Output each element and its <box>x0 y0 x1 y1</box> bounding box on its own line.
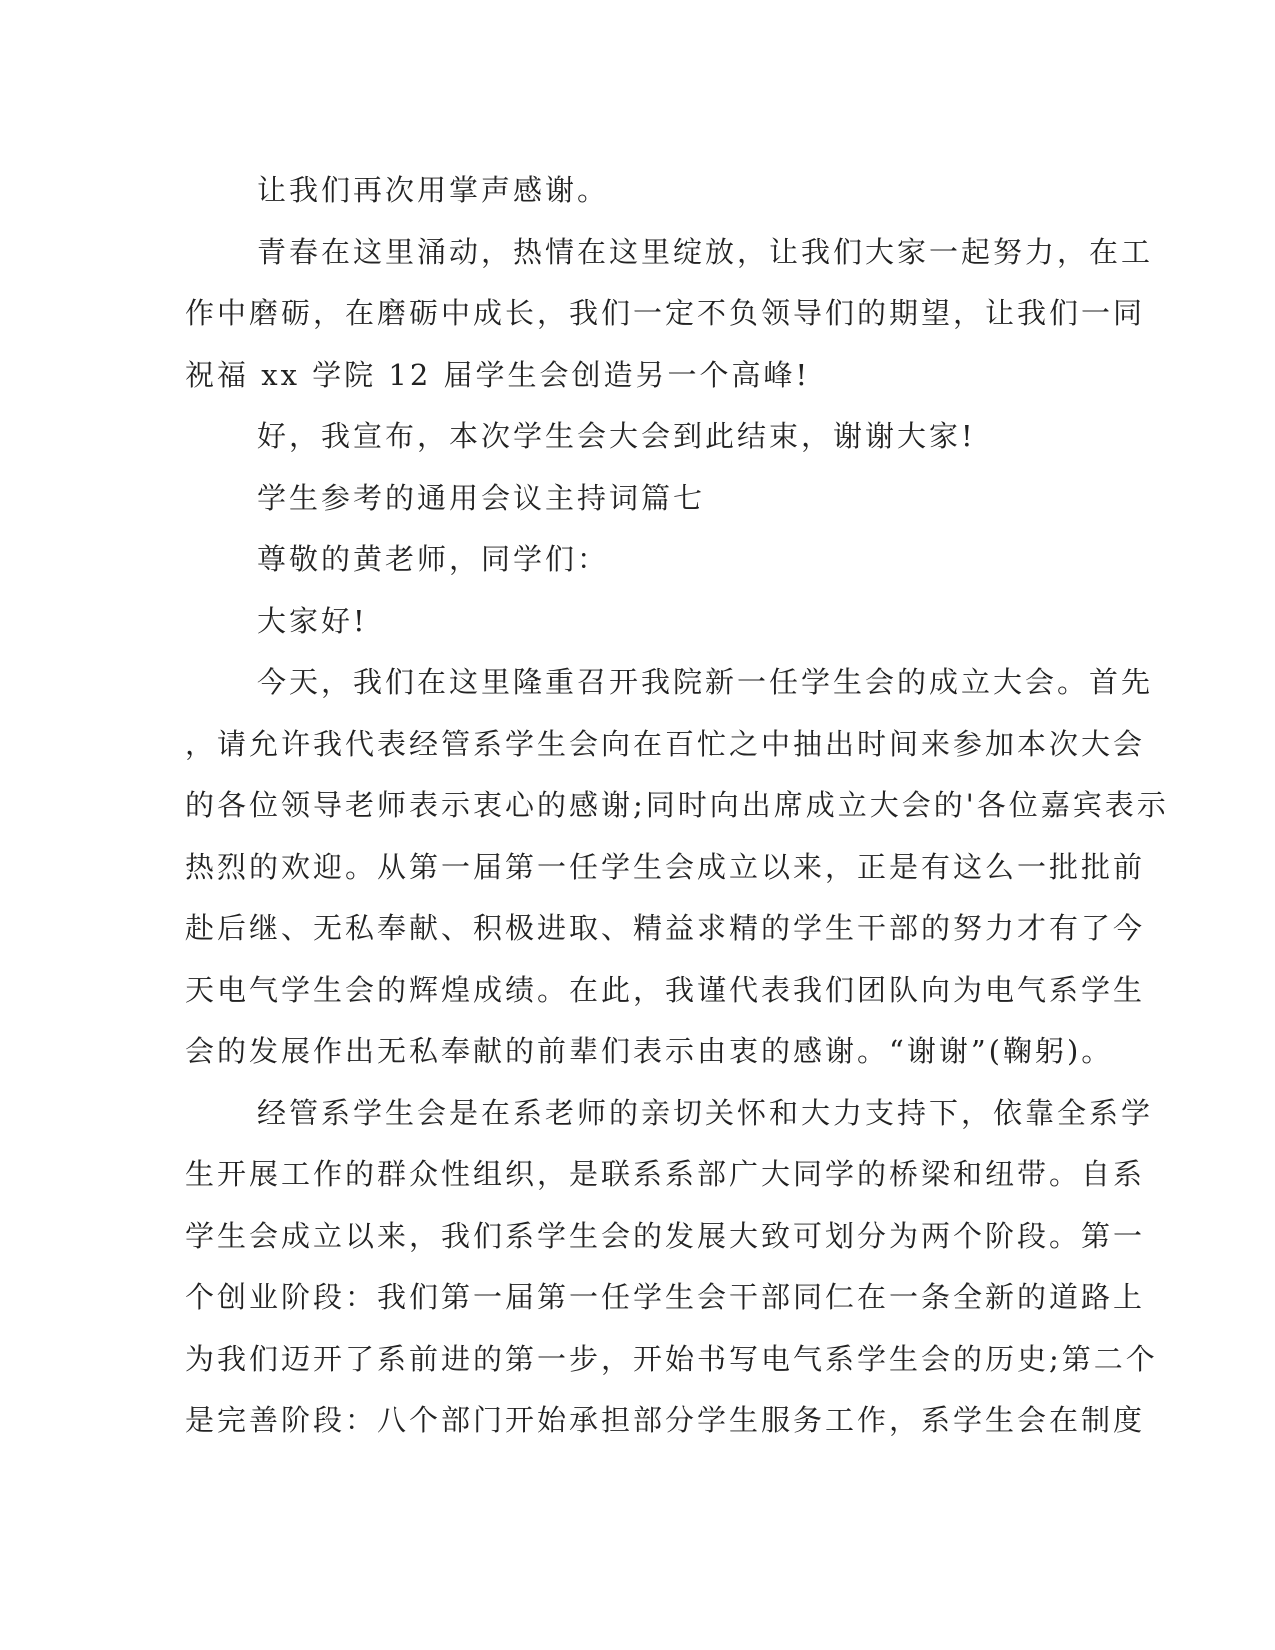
document-body <box>185 160 1169 1452</box>
text-line: 个创业阶段：我们第一届第一任学生会干部同仁在一条全新的道路上 <box>185 1280 1146 1314</box>
text-line: 天电气学生会的辉煌成绩。在此，我谨代表我们团队向为电气系学生 <box>185 972 1146 1007</box>
text-line: 让我们再次用掌声感谢。 <box>257 173 610 207</box>
text-line: 为我们迈开了系前进的第一步，开始书写电气系学生会的历史;第二个 <box>185 1341 1158 1376</box>
section-heading: 学生参考的通用会议主持词篇七 <box>257 480 706 515</box>
text-line: 生开展工作的群众性组织，是联系系部广大同学的桥梁和纽带。自系 <box>185 1157 1146 1191</box>
text-line: 热烈的欢迎。从第一届第一任学生会成立以来，正是有这么一批批前 <box>185 849 1146 884</box>
greeting: 大家好! <box>257 603 368 638</box>
text-line: 祝福 xx 学院 12 届学生会创造另一个高峰! <box>185 357 811 392</box>
text-line: 好，我宣布，本次学生会大会到此结束，谢谢大家! <box>257 419 976 453</box>
text-line: 的各位领导老师表示衷心的感谢;同时向出席成立大会的'各位嘉宾表示 <box>185 788 1169 822</box>
text-line: 学生会成立以来，我们系学生会的发展大致可划分为两个阶段。第一 <box>185 1218 1146 1253</box>
text-line: ，请允许我代表经管系学生会向在百忙之中抽出时间来参加本次大会 <box>185 726 1146 761</box>
text-line: 作中磨砺，在磨砺中成长，我们一定不负领导们的期望，让我们一同 <box>185 296 1146 330</box>
text-line: 青春在这里涌动，热情在这里绽放，让我们大家一起努力，在工 <box>257 234 1154 269</box>
text-line: 今天，我们在这里隆重召开我院新一任学生会的成立大会。首先 <box>257 665 1154 699</box>
text-line: 是完善阶段：八个部门开始承担部分学生服务工作，系学生会在制度 <box>185 1403 1146 1437</box>
text-line: 会的发展作出无私奉献的前辈们表示由衷的感谢。“谢谢”(鞠躬)。 <box>185 1034 1114 1068</box>
text-line: 经管系学生会是在系老师的亲切关怀和大力支持下，依靠全系学 <box>257 1095 1154 1130</box>
salutation: 尊敬的黄老师，同学们： <box>257 542 610 576</box>
text-line: 赴后继、无私奉献、积极进取、精益求精的学生干部的努力才有了今 <box>185 911 1146 945</box>
